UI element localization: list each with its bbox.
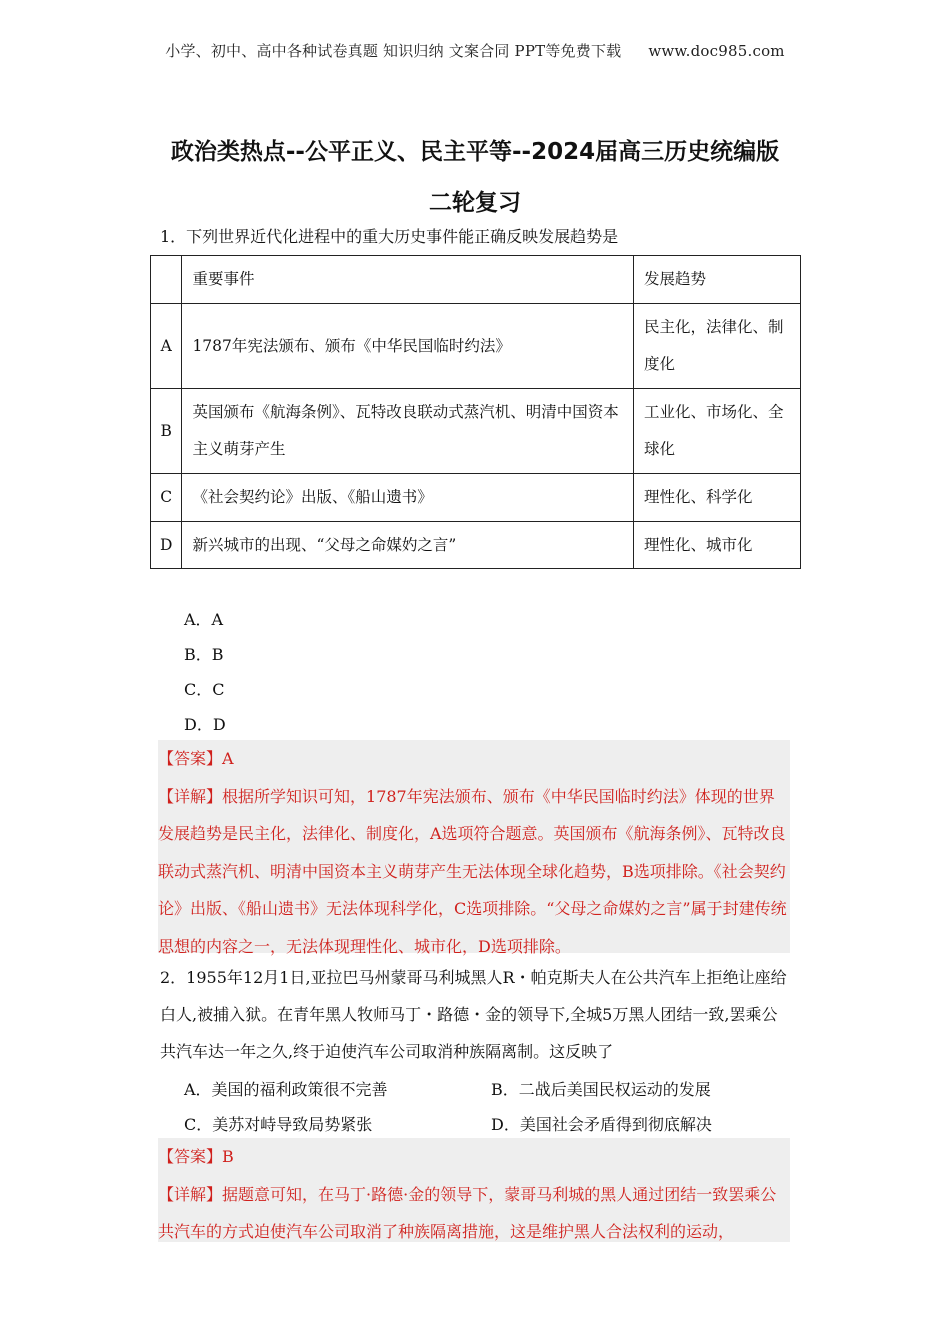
row-event: 英国颁布《航海条例》、瓦特改良联动式蒸汽机、明清中国资本主义萌芽产生 (182, 389, 634, 474)
row-trend: 民主化，法律化、制度化 (634, 304, 801, 389)
row-label: D (151, 522, 182, 569)
table-header-cell (151, 256, 182, 304)
table-row (151, 474, 801, 522)
q2-option-a[interactable]: A．美国的福利政策很不完善 (184, 1080, 388, 1099)
q2-answer (158, 1138, 790, 1176)
table-row (151, 304, 801, 389)
q1-option-d[interactable]: D．D (184, 715, 226, 734)
detail-text: 据题意可知，在马丁·路德·金的领导下，蒙哥马利城的黑人通过团结一致罢乘公共汽车的方式迫使汽车公司取消了种族隔离措施，这是维护黑人合法权利的运动， (158, 1184, 777, 1241)
q1-answer (158, 740, 790, 778)
table-row (151, 522, 801, 569)
row-trend: 理性化、科学化 (634, 474, 801, 522)
detail-text: 根据所学知识可知，1787年宪法颁布、颁布《中华民国临时约法》体现的世界发展趋势是民主化，法律化、制度化，A选项符合题意。英国颁布《航海条例》、瓦特改良联动式蒸汽机、明清中国资本主义萌芽产生无法体现全球化趋势，B选项排除。《社会契约论》出版、《船山遗书》无法体现科学化，C选项排除。“父母之命媒妁之言”属于封建传统思想的内容之一，无法体现理性化、城市化，D选项排除。 (158, 786, 787, 956)
question-1-stem: 1．下列世界近代化进程中的重大历史事件能正确反映发展趋势是 (160, 227, 619, 246)
row-event: 新兴城市的出现、“父母之命媒妁之言” (182, 522, 634, 569)
row-label: C (151, 474, 182, 522)
page-subtitle: 二轮复习 (429, 190, 521, 216)
q1-option-c[interactable]: C．C (184, 680, 225, 699)
detail-tag: 【详解】 (158, 1184, 223, 1204)
q2-option-c[interactable]: C．美苏对峙导致局势紧张 (184, 1115, 373, 1134)
row-label: B (151, 389, 182, 474)
answer-tag: 【答案】 (158, 749, 223, 768)
answer-tag: 【答案】 (158, 1147, 223, 1166)
table-header-cell: 发展趋势 (634, 256, 801, 304)
page-header (0, 40, 950, 61)
row-label: A (151, 304, 182, 389)
q1-detail (158, 778, 790, 966)
q1-option-a[interactable]: A．A (184, 610, 224, 629)
q2-option-d[interactable]: D．美国社会矛盾得到彻底解决 (491, 1115, 712, 1134)
answer-value: A (222, 749, 234, 768)
events-table (150, 255, 801, 569)
header-text: 小学、初中、高中各种试卷真题 知识归纳 文案合同 PPT等免费下载 (165, 42, 622, 60)
q1-answer-block (158, 740, 790, 956)
row-trend: 工业化、市场化、全球化 (634, 389, 801, 474)
answer-value: B (222, 1147, 234, 1166)
q2-answer-block (158, 1138, 790, 1242)
table-header-row (151, 256, 801, 304)
row-event: 1787年宪法颁布、颁布《中华民国临时约法》 (182, 304, 634, 389)
q1-option-b[interactable]: B．B (184, 645, 224, 664)
page-title: 政治类热点--公平正义、民主平等--2024届高三历史统编版 (170, 139, 780, 165)
detail-tag: 【详解】 (158, 786, 223, 806)
q2-option-b[interactable]: B．二战后美国民权运动的发展 (491, 1080, 711, 1099)
table-header-cell: 重要事件 (182, 256, 634, 304)
header-site[interactable]: www.doc985.com (648, 42, 785, 60)
question-2-stem: 2．1955年12月1日,亚拉巴马州蒙哥马利城黑人R・帕克斯夫人在公共汽车上拒绝让座给白人,被捕入狱。在青年黑人牧师马丁・路德・金的领导下,全城5万黑人团结一致,罢乘公共汽车达一年之久,终于迫使汽车公司取消种族隔离制。这反映了 (160, 968, 787, 1061)
row-trend: 理性化、城市化 (634, 522, 801, 569)
row-event: 《社会契约论》出版、《船山遗书》 (182, 474, 634, 522)
q2-detail (158, 1176, 790, 1251)
table-row (151, 389, 801, 474)
